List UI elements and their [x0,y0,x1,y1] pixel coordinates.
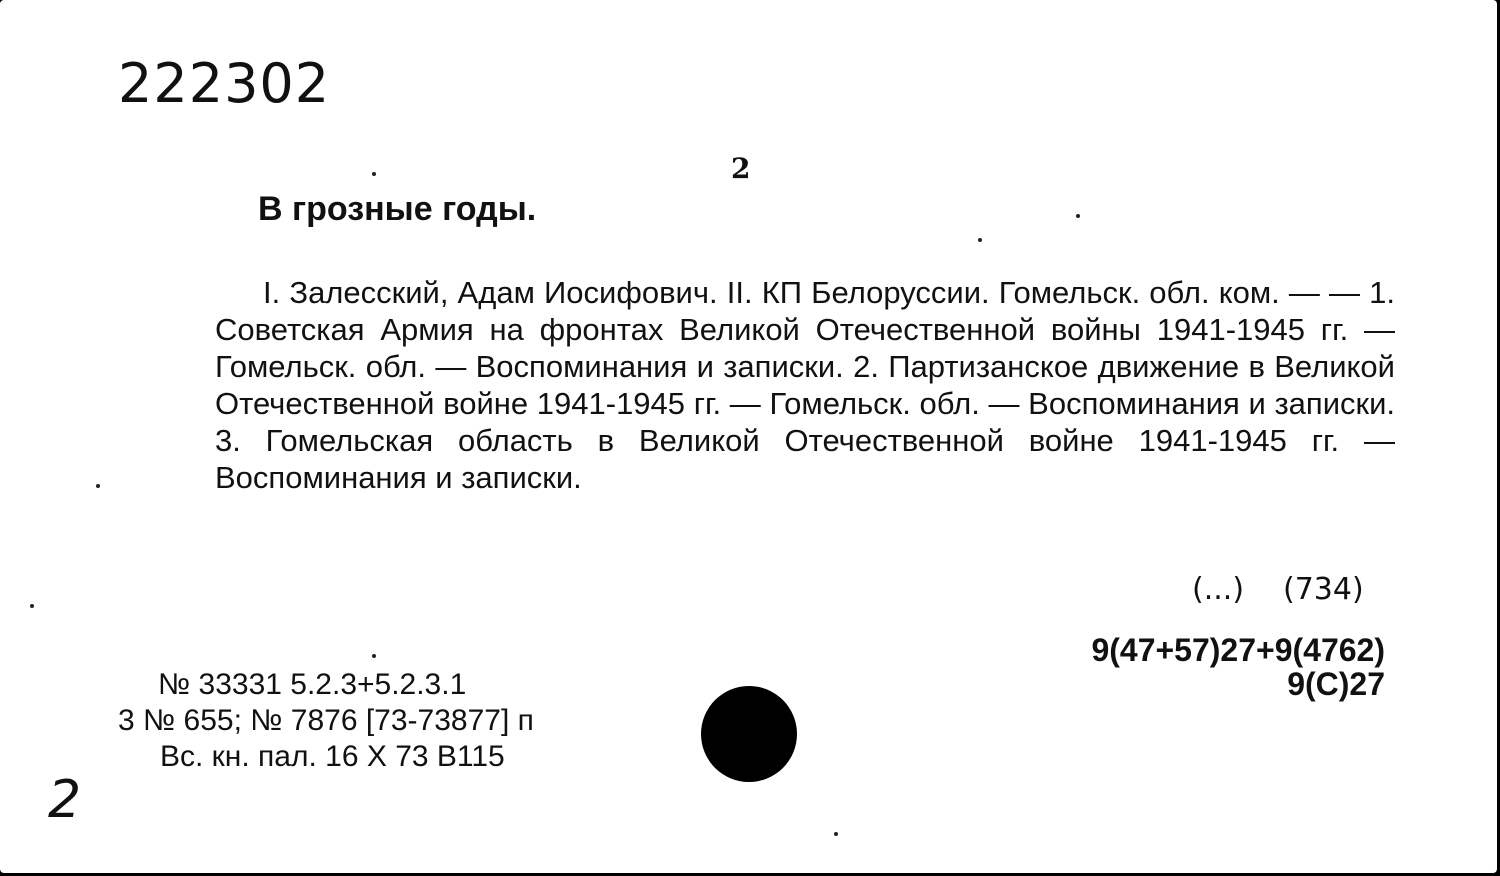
handwritten-corner-mark: 2 [48,770,82,830]
card-sequence: 2 [731,152,751,185]
handwritten-note-left: (...) [1192,572,1245,607]
speck [372,654,376,658]
annotation-paragraph: I. Залесский, Адам Иосифович. II. КП Белоруссии. Гомельск. обл. ком. — — 1. Советская Армия на фронтах Великой Отечественной войны 1941-1945 гг. — Гомельск. обл. — Воспоминания и записки. 2. Партизанское движение в Великой Отечественной войне 1941-1945 гг. — Гомельск. обл. — Воспоминания и записки. 3. Гомельская область в Великой Отечественной войне 1941-1945 гг. — Воспоминания и записки. [215,275,1395,495]
registry-line-2: 3 № 655; № 7876 [73-73877] п [118,704,534,737]
speck [30,604,34,608]
registry-line-1: № 33331 5.2.3+5.2.3.1 [158,668,467,701]
book-title: В грозные годы. [258,190,537,228]
punch-hole [701,686,797,782]
registry-line-3: Вс. кн. пал. 16 X 73 В115 [160,740,505,773]
classification-code-2: 9(С)27 [1287,666,1385,702]
speck [834,832,838,836]
handwritten-note-right: (734) [1283,572,1364,607]
classification-code-1: 9(47+57)27+9(4762) [1091,632,1385,668]
speck [372,172,376,176]
speck [978,238,982,242]
speck [1076,214,1080,218]
card-number: 222302 [118,52,331,115]
speck [96,484,100,488]
annotation-text [215,274,1395,496]
